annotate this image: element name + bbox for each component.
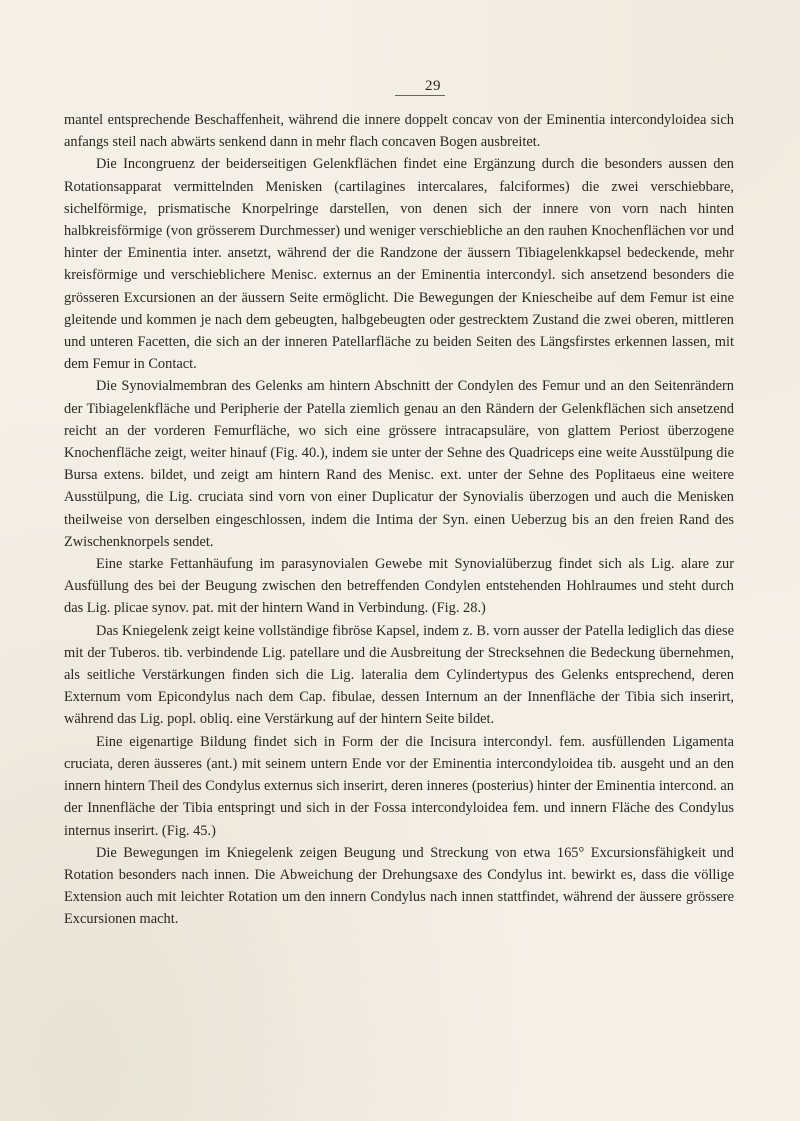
body-text xyxy=(64,109,734,931)
page-number: 29 xyxy=(0,78,800,96)
paragraph-1: mantel entsprechende Beschaffenheit, während die innere doppelt concav von der Eminentia intercondyloidea sich anfangs steil nach abwärts senkend dann in mehr flach concaven Bogen ausbreitet. xyxy=(64,112,734,151)
paragraph-5: Das Kniegelenk zeigt keine vollständige fibröse Kapsel, indem z. B. vorn ausser der Patella lediglich das diese mit der Tuberos. tib. verbindende Lig. patellare und die Ausbreitung der Strecksehnen die Bedeckung übernehmen, als seitliche Verstärkungen finden sich die Lig. lateralia dem Cylindertypus des Gelenks entsprechend, deren Externum vom Epicondylus nach dem Cap. fibulae, dessen Internum an der Innenfläche der Tibia sich inserirt, während das Lig. popl. obliq. eine Verstärkung auf der hintern Seite bildet. xyxy=(64,622,734,728)
paragraph-4: Eine starke Fettanhäufung im parasynovialen Gewebe mit Synovialüberzug findet sich als Lig. alare zur Ausfüllung des bei der Beugung zwischen den betreffenden Condylen entstehenden Hohlraumes und steht durch das Lig. plicae synov. pat. mit der hintern Wand in Verbindung. (Fig. 28.) xyxy=(64,556,734,617)
paragraph-6: Eine eigenartige Bildung findet sich in Form der die Incisura intercondyl. fem. ausfüllenden Ligamenta cruciata, deren äusseres (ant.) mit seinem untern Ende vor der Eminentia intercondyloidea tib. ausgeht und an den innern hintern Theil des Condylus externus sich inserirt, deren inneres (posterius) hinter der Eminentia intercond. an der Innenfläche der Tibia entspringt und sich in der Fossa intercondyloidea fem. und innern Fläche des Condylus internus inserirt. (Fig. 45.) xyxy=(64,733,734,839)
paragraph-7: Die Bewegungen im Kniegelenk zeigen Beugung und Streckung von etwa 165° Excursionsfähigkeit und Rotation besonders nach innen. Die Abweichung der Drehungsaxe des Condylus int. bewirkt es, dass die völlige Extension auch mit leichter Rotation um den innern Condylus nach innen stattfindet, während der äussere grössere Excursionen macht. xyxy=(64,844,734,928)
paragraph-2: Die Incongruenz der beiderseitigen Gelenkflächen findet eine Ergänzung durch die besonders aussen den Rotationsapparat vermittelnden Menisken (cartilagines intercalares, falciformes) die zwei verschiebbare, sichelförmige, prismatische Knorpelringe darstellen, von denen sich der innere von vorn nach hinten halbkreisförmige (von grösserem Durchmesser) und weniger verschiebliche an den rauhen Knochenflächen vor und hinter der Eminentia inter. ansetzt, während der die Randzone der äussern Tibiagelenkkapsel bedeckende, mehr kreisförmige und verschieblichere Menisc. externus an der Eminentia intercondyl. sich ansetzend besonders die grösseren Excursionen an der äussern Seite ermöglicht. Die Bewegungen der Kniescheibe auf dem Femur ist eine gleitende und kommen je nach dem gebeugten, halbgebeugten oder gestrecktem Zustand die zwei oberen, mittleren und unteren Facetten, die sich an der inneren Patellarfläche zu beiden Seiten des Längsfirstes erkennen lassen, mit dem Femur in Contact. xyxy=(64,156,734,373)
paragraph-3: Die Synovialmembran des Gelenks am hintern Abschnitt der Condylen des Femur und an den Seitenrändern der Tibiagelenkfläche und Peripherie der Patella ziemlich genau an den Rändern der Gelenkflächen sich ansetzend reicht an der vorderen Femurfläche, wo sich eine grössere intracapsuläre, von glattem Periost überzogene Knochenfläche zeigt, weiter hinauf (Fig. 40.), indem sie unter der Sehne des Quadriceps eine weite Ausstülpung die Bursa extens. bildet, und zeigt am hintern Rand des Menisc. ext. unter der Sehne des Poplitaeus eine weitere Ausstülpung, die Lig. cruciata sind vorn von einer Duplicatur der Synovialis überzogen und auch die Menisken theilweise von derselben eingeschlossen, indem die Intima der Syn. einen Ueberzug bis an den freien Rand des Zwischenknorpels sendet. xyxy=(64,378,734,550)
